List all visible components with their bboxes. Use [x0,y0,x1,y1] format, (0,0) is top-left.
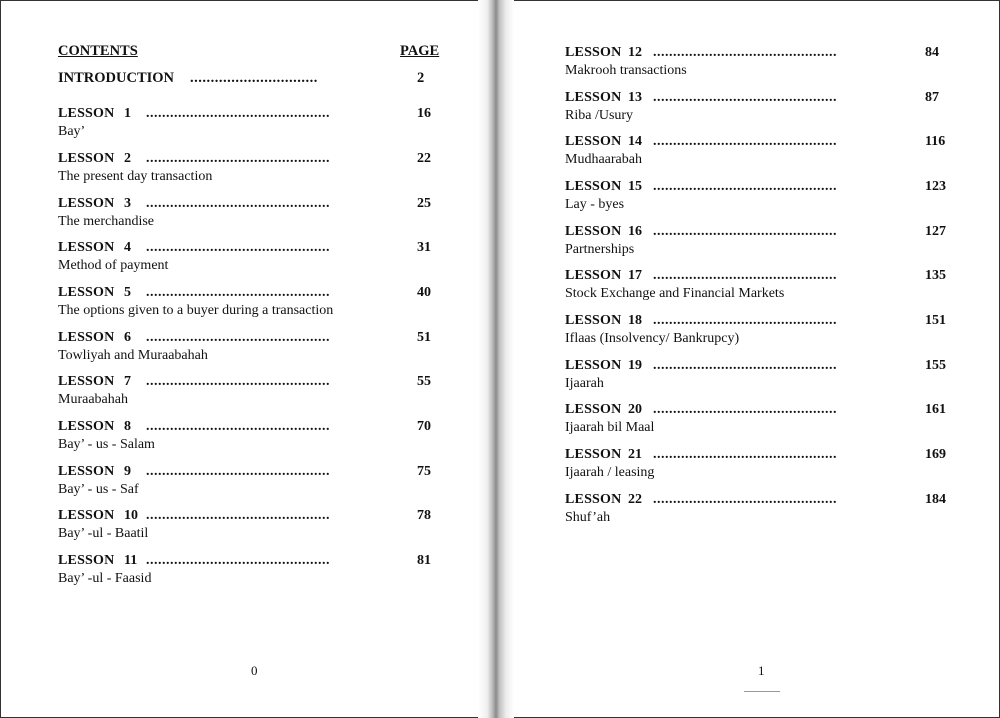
footer-rule [744,691,780,692]
dot-leader: .............................................. [146,240,330,255]
lesson-number: 2 [124,151,131,166]
dot-leader: .............................................. [653,358,837,373]
lesson-title: The present day transaction [58,169,213,184]
toc-entry-lesson-6 [58,330,438,370]
lesson-title: Bay’ -ul - Faasid [58,571,152,586]
toc-entry-lesson-21 [565,447,945,487]
lesson-title: Makrooh transactions [565,63,687,78]
lesson-number: 1 [124,106,131,121]
dot-leader: .............................................. [146,374,330,389]
lesson-number: 11 [124,553,138,568]
lesson-title: Bay’ - us - Saf [58,482,139,497]
toc-entry-lesson-17 [565,268,945,308]
lesson-number: 19 [628,358,642,373]
dot-leader: .............................................. [653,447,837,462]
toc-entry-lesson-20 [565,402,945,442]
dot-leader: .............................................. [146,553,330,568]
toc-entry-lesson-16 [565,224,945,264]
lesson-label: LESSON [565,45,622,60]
lesson-page-number: 16 [417,106,431,121]
toc-entry-lesson-7 [58,374,438,414]
lesson-page-number: 84 [925,45,939,60]
lesson-title: Iflaas (Insolvency/ Bankrupcy) [565,331,740,346]
toc-entry-lesson-15 [565,179,945,219]
lesson-title: Method of payment [58,258,169,273]
lesson-page-number: 40 [417,285,431,300]
lesson-number: 12 [628,45,642,60]
lesson-label: LESSON [565,268,622,283]
lesson-number: 8 [124,419,131,434]
dot-leader: .............................................. [146,151,330,166]
lesson-number: 5 [124,285,131,300]
right-page [512,0,1000,718]
lesson-number: 7 [124,374,131,389]
lesson-page-number: 51 [417,330,431,345]
lesson-page-number: 75 [417,464,431,479]
lesson-number: 4 [124,240,131,255]
dot-leader: .............................................. [653,134,837,149]
lesson-title: Stock Exchange and Financial Markets [565,286,785,301]
lesson-title: Ijaarah bil Maal [565,420,655,435]
dot-leader: .............................................. [146,196,330,211]
dot-leader: .............................................. [146,106,330,121]
toc-entry-lesson-4 [58,240,438,280]
lesson-number: 21 [628,447,642,462]
lesson-label: LESSON [58,419,115,434]
lesson-number: 14 [628,134,642,149]
lesson-number: 22 [628,492,642,507]
toc-entry-lesson-11 [58,553,438,593]
lesson-title: Ijaarah / leasing [565,465,655,480]
lesson-number: 3 [124,196,131,211]
dot-leader: .............................................. [653,90,837,105]
left-page [0,0,480,718]
lesson-label: LESSON [58,196,115,211]
introduction-label: INTRODUCTION [58,70,175,86]
dot-leader: .............................................. [146,419,330,434]
lesson-label: LESSON [58,330,115,345]
lesson-label: LESSON [565,90,622,105]
lesson-label: LESSON [58,285,115,300]
dot-leader: .............................................. [653,313,837,328]
toc-entry-lesson-13 [565,90,945,130]
lesson-page-number: 127 [925,224,946,239]
toc-entry-lesson-2 [58,151,438,191]
lesson-page-number: 25 [417,196,431,211]
lesson-page-number: 169 [925,447,946,462]
toc-entry-lesson-14 [565,134,945,174]
dot-leader: .............................................. [653,45,837,60]
lesson-title: Lay - byes [565,197,625,212]
page-number-footer: 0 [251,663,258,678]
lesson-title: Shuf’ah [565,510,611,525]
lesson-label: LESSON [58,151,115,166]
lesson-label: LESSON [565,358,622,373]
lesson-page-number: 161 [925,402,946,417]
lesson-label: LESSON [565,447,622,462]
lesson-label: LESSON [58,464,115,479]
lesson-page-number: 135 [925,268,946,283]
lesson-page-number: 70 [417,419,431,434]
lesson-number: 9 [124,464,131,479]
lesson-page-number: 22 [417,151,431,166]
lesson-title: Towliyah and Muraabahah [58,348,208,363]
lesson-label: LESSON [58,508,115,523]
lesson-title: Bay’ - us - Salam [58,437,155,452]
lesson-title: Riba /Usury [565,108,634,123]
lesson-number: 16 [628,224,642,239]
toc-entry-lesson-9 [58,464,438,504]
lesson-label: LESSON [565,313,622,328]
lesson-label: LESSON [565,492,622,507]
lesson-title: Partnerships [565,242,635,257]
lesson-page-number: 151 [925,313,946,328]
lesson-label: LESSON [565,224,622,239]
dot-leader: .............................................. [653,492,837,507]
lesson-page-number: 78 [417,508,431,523]
toc-entry-lesson-10 [58,508,438,548]
lesson-page-number: 123 [925,179,946,194]
toc-entry-lesson-19 [565,358,945,398]
toc-entry-lesson-1 [58,106,438,146]
toc-entry-lesson-5 [58,285,438,325]
lesson-label: LESSON [58,240,115,255]
contents-heading: CONTENTS [58,43,138,59]
lesson-label: LESSON [58,553,115,568]
lesson-title: Bay’ [58,124,86,139]
lesson-title: The options given to a buyer during a transaction [58,303,334,318]
dot-leader: ............................... [190,70,318,86]
lesson-number: 18 [628,313,642,328]
lesson-number: 13 [628,90,642,105]
lesson-label: LESSON [565,179,622,194]
lesson-page-number: 116 [925,134,946,149]
lesson-title: Mudhaarabah [565,152,642,167]
lesson-title: Muraabahah [58,392,128,407]
dot-leader: .............................................. [146,464,330,479]
dot-leader: .............................................. [146,330,330,345]
lesson-page-number: 155 [925,358,946,373]
lesson-page-number: 184 [925,492,946,507]
dot-leader: .............................................. [653,268,837,283]
toc-entry-lesson-12 [565,45,945,85]
lesson-number: 20 [628,402,642,417]
dot-leader: .............................................. [653,402,837,417]
lesson-label: LESSON [58,106,115,121]
dot-leader: .............................................. [146,285,330,300]
lesson-number: 17 [628,268,642,283]
dot-leader: .............................................. [146,508,330,523]
lesson-page-number: 55 [417,374,431,389]
page-number-footer: 1 [758,663,765,678]
lesson-label: LESSON [565,134,622,149]
lesson-page-number: 81 [417,553,431,568]
dot-leader: .............................................. [653,224,837,239]
introduction-page-number: 2 [417,70,425,86]
toc-entry-lesson-22 [565,492,945,532]
lesson-page-number: 87 [925,90,939,105]
lesson-label: LESSON [565,402,622,417]
lesson-number: 15 [628,179,642,194]
toc-entry-lesson-8 [58,419,438,459]
lesson-number: 10 [124,508,138,523]
book-gutter [478,0,514,718]
dot-leader: .............................................. [653,179,837,194]
lesson-title: Bay’ -ul - Baatil [58,526,149,541]
lesson-title: The merchandise [58,214,155,229]
lesson-page-number: 31 [417,240,431,255]
page-column-heading: PAGE [400,43,440,59]
toc-entry-lesson-18 [565,313,945,353]
lesson-number: 6 [124,330,131,345]
lesson-label: LESSON [58,374,115,389]
toc-entry-lesson-3 [58,196,438,236]
lesson-title: Ijaarah [565,376,604,391]
